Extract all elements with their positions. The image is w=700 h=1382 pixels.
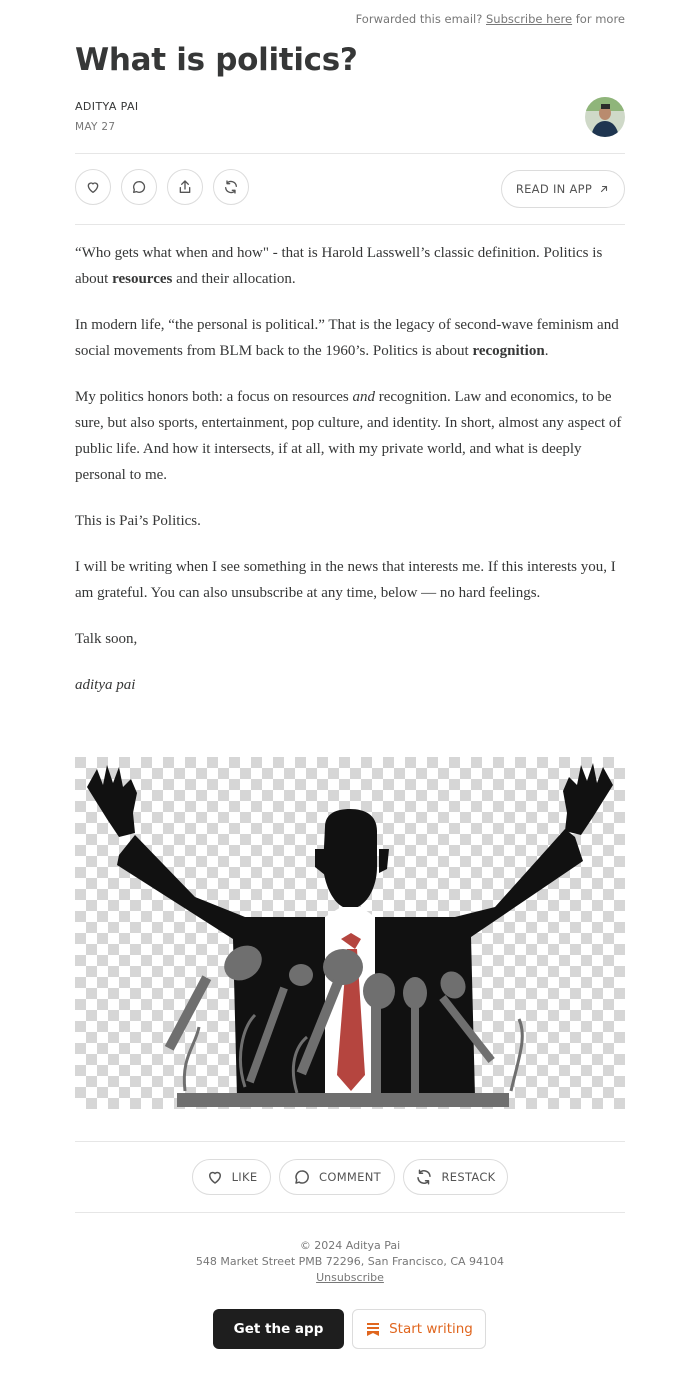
copyright: © 2024 Aditya Pai xyxy=(299,1239,401,1252)
unsubscribe-link[interactable]: Unsubscribe xyxy=(316,1271,384,1284)
politician-illustration[interactable] xyxy=(75,757,625,1109)
avatar[interactable] xyxy=(585,97,625,137)
comment-button[interactable]: COMMENT xyxy=(279,1159,395,1195)
post-body xyxy=(75,240,627,718)
actions-divider xyxy=(75,224,625,225)
restack-icon xyxy=(223,179,239,195)
forwarded-notice: Forwarded this email? Subscribe here for more xyxy=(355,12,625,26)
read-in-app-button[interactable]: READ IN APP xyxy=(501,170,625,208)
heart-icon xyxy=(85,179,101,195)
share-icon-button[interactable] xyxy=(167,169,203,205)
restack-icon xyxy=(415,1168,433,1186)
like-button[interactable]: LIKE xyxy=(192,1159,271,1195)
arrow-up-right-icon xyxy=(598,183,610,195)
footer-divider xyxy=(75,1212,625,1213)
paragraph-4: This is Pai’s Politics. xyxy=(75,513,201,529)
bottom-actions-top-divider xyxy=(75,1141,625,1142)
substack-logo-icon xyxy=(365,1321,381,1337)
subscribe-link[interactable]: Subscribe here xyxy=(486,12,573,26)
comment-icon xyxy=(293,1168,311,1186)
top-divider xyxy=(75,153,625,154)
restack-button[interactable]: RESTACK xyxy=(403,1159,508,1195)
paragraph-2: In modern life, “the personal is political.” That is the legacy of second-wave feminism and social movements from BLM back to the 1960’s. Politics is about recognition. xyxy=(75,317,619,359)
signature: aditya pai xyxy=(75,677,136,693)
paragraph-6: Talk soon, xyxy=(75,631,138,647)
share-icon xyxy=(177,179,193,195)
post-date: MAY 27 xyxy=(75,121,116,133)
get-the-app-button[interactable]: Get the app xyxy=(213,1309,344,1349)
author-name[interactable]: ADITYA PAI xyxy=(75,100,139,113)
paragraph-5: I will be writing when I see something in the news that interests me. If this interests you, I am grateful. You can also unsubscribe at any time, below — no hard feelings. xyxy=(75,559,616,601)
address: 548 Market Street PMB 72296, San Francisco, CA 94104 xyxy=(195,1255,505,1268)
paragraph-3: My politics honors both: a focus on resources and recognition. Law and economics, to be sure, but also sports, entertainment, pop culture, and identity. In short, almost any aspect of public life. And how it intersects, if at all, with my private world, and what is deeply personal to me. xyxy=(75,389,622,483)
heart-icon xyxy=(206,1168,224,1186)
comment-icon xyxy=(131,179,147,195)
like-icon-button[interactable] xyxy=(75,169,111,205)
post-title[interactable]: What is politics? xyxy=(75,42,358,78)
paragraph-1: “Who gets what when and how" - that is Harold Lasswell’s classic definition. Politics is about resources and their allocation. xyxy=(75,245,603,287)
start-writing-button[interactable]: Start writing xyxy=(352,1309,486,1349)
comment-icon-button[interactable] xyxy=(121,169,157,205)
restack-icon-button[interactable] xyxy=(213,169,249,205)
